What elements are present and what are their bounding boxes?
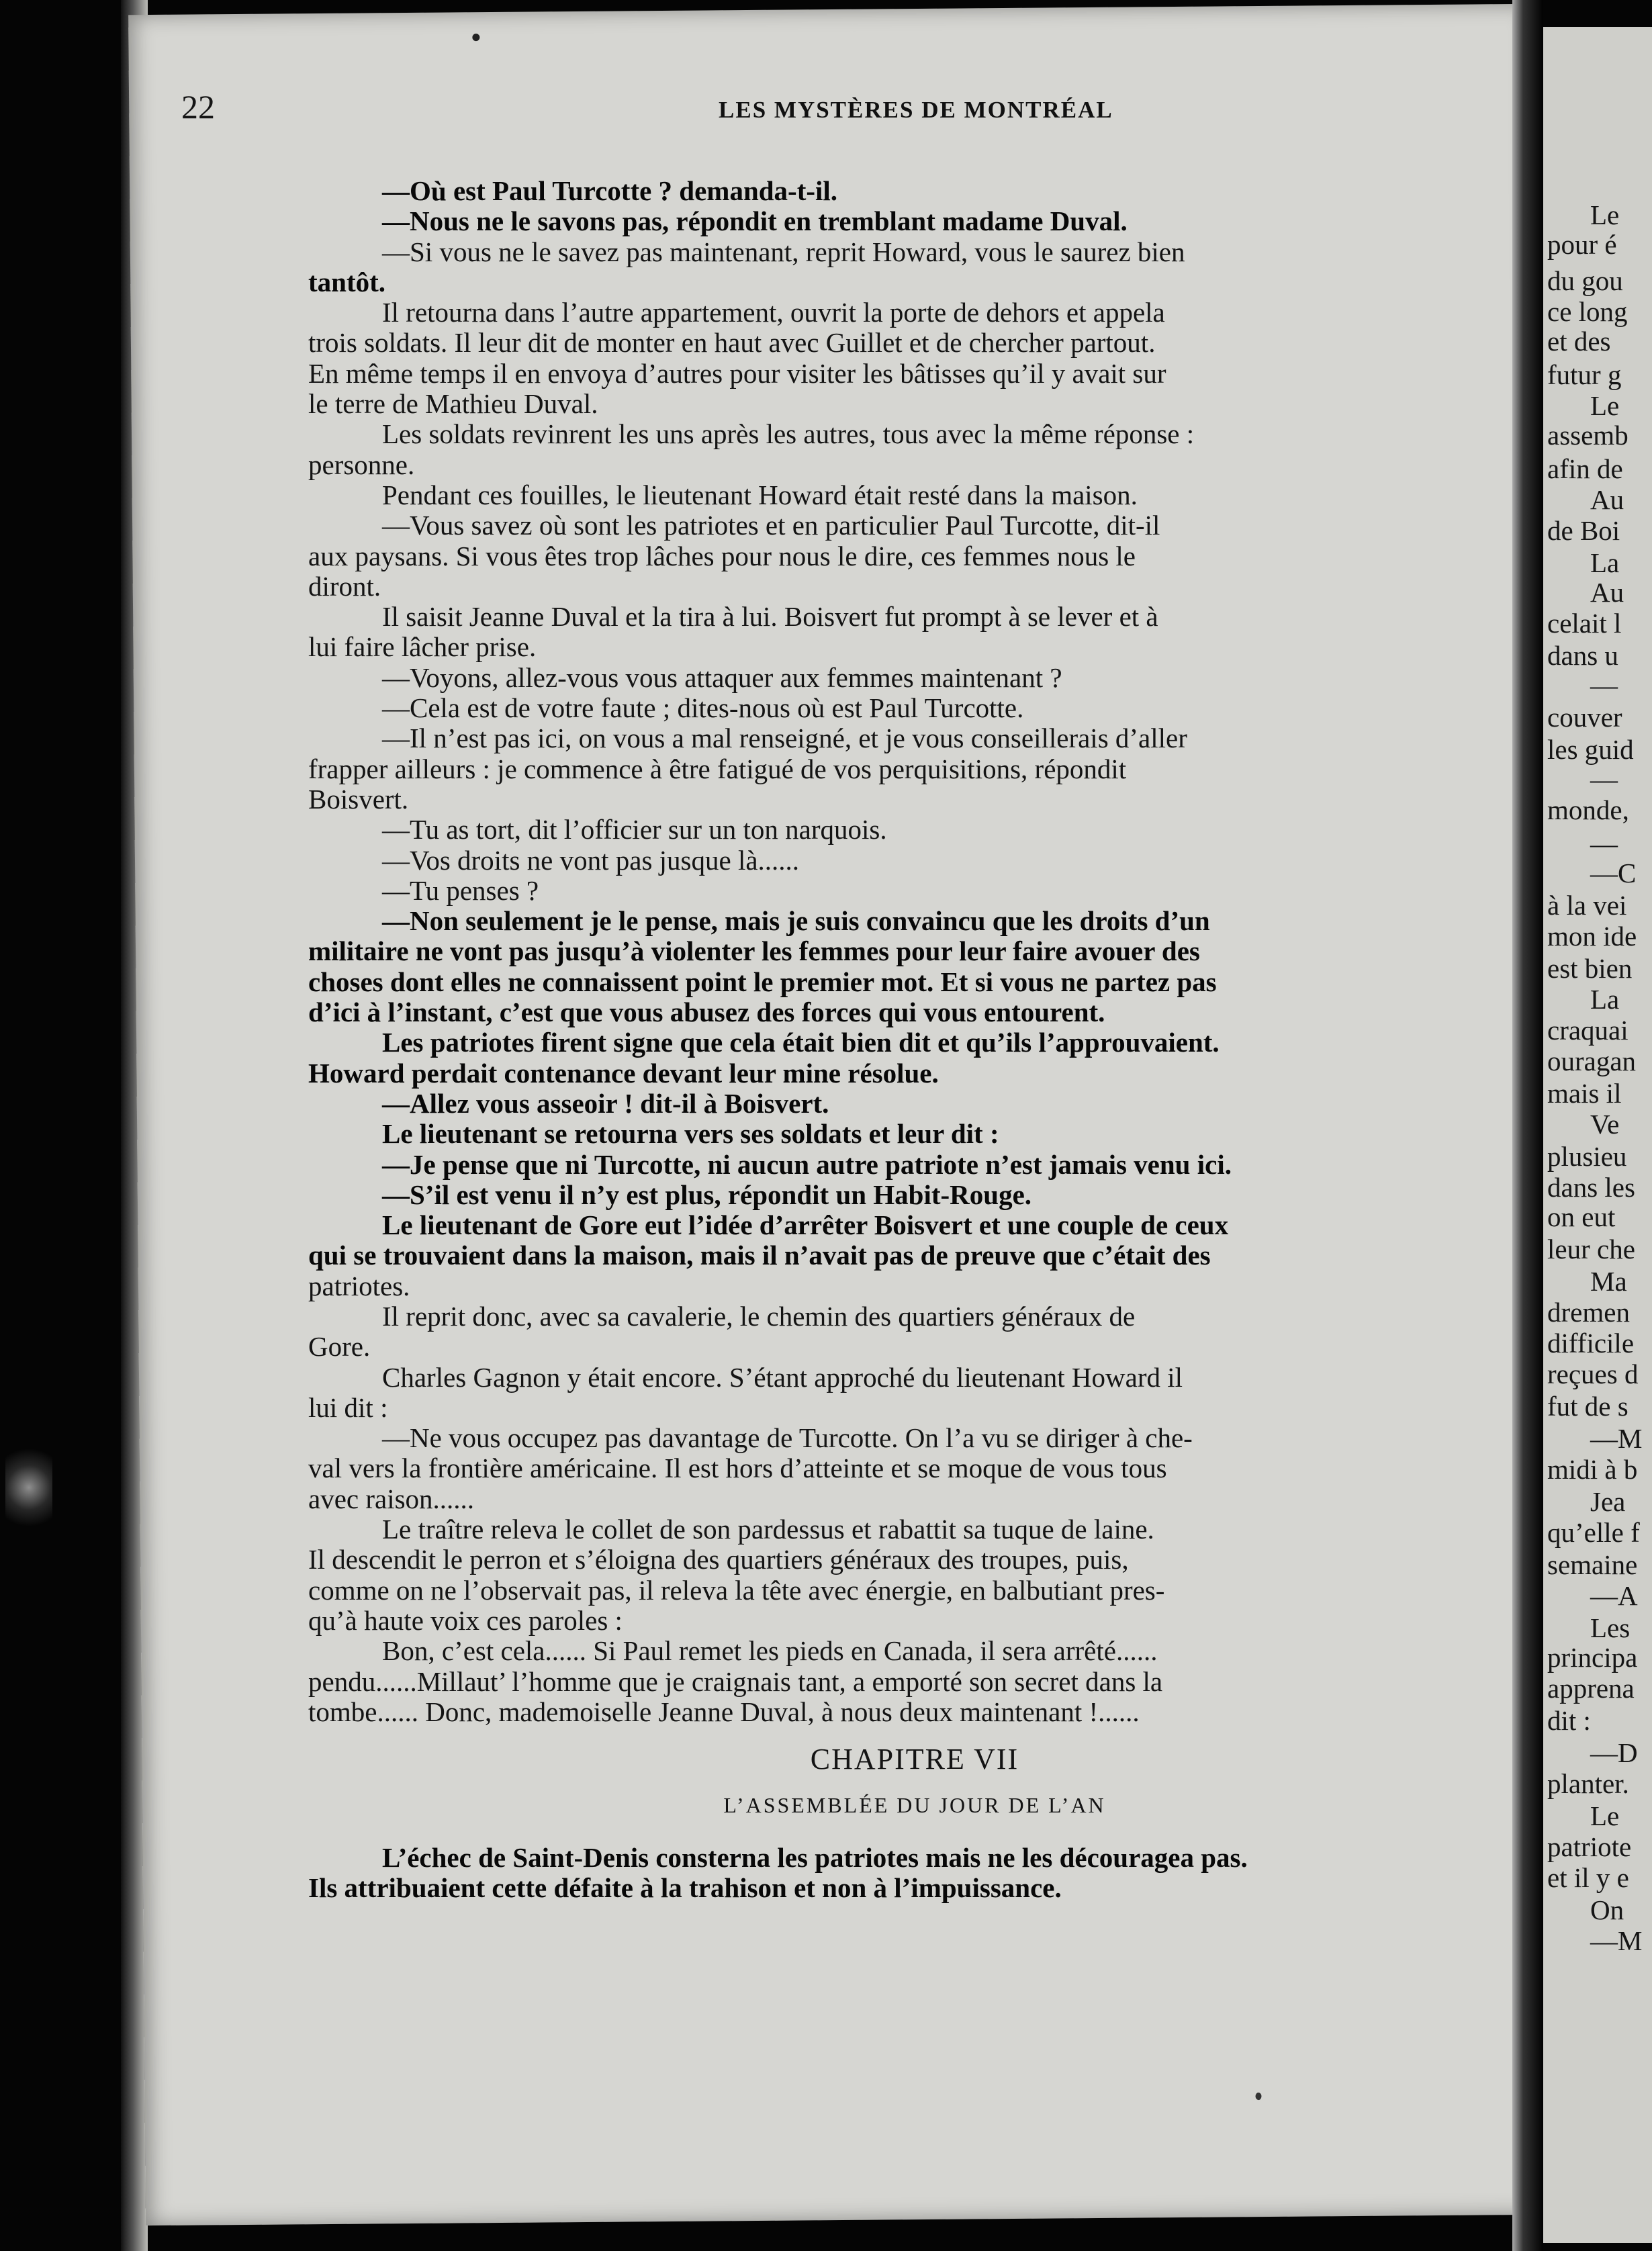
text-line: Boisvert. <box>308 783 409 815</box>
adjacent-line-fragment: La <box>1590 984 1620 1015</box>
adjacent-line-fragment: reçues d <box>1547 1359 1639 1389</box>
adjacent-line-fragment: Le <box>1590 390 1620 421</box>
text-line: val vers la frontière américaine. Il est hors d’atteinte et se moque de vous tous <box>308 1453 1167 1484</box>
gutter-shadow <box>1512 0 1543 2251</box>
text-line: —Il n’est pas ici, on vous a mal renseigné, et je vous conseillerais d’aller <box>382 723 1187 754</box>
text-line: qu’à haute voix ces paroles : <box>308 1604 623 1636</box>
text-line: —Voyons, allez-vous vous attaquer aux femmes maintenant ? <box>382 661 1062 693</box>
adjacent-line-fragment: mais il <box>1547 1078 1622 1109</box>
text-line: lui faire lâcher prise. <box>308 631 537 663</box>
text-line: pendu......Millaut’ l’homme que je craignais tant, a emporté son secret dans la <box>308 1665 1163 1697</box>
adjacent-line-fragment: celait l <box>1547 608 1622 639</box>
adjacent-line-fragment: —C <box>1590 858 1637 888</box>
adjacent-line-fragment: qu’elle f <box>1547 1517 1640 1548</box>
adjacent-line-fragment: pour é <box>1547 229 1617 260</box>
text-line: tombe...... Donc, mademoiselle Jeanne Duval, à nous deux maintenant !...... <box>308 1696 1140 1727</box>
adjacent-line-fragment: On <box>1590 1894 1624 1925</box>
text-line: Il reprit donc, avec sa cavalerie, le chemin des quartiers généraux de <box>382 1300 1136 1332</box>
text-line: avec raison...... <box>308 1483 475 1514</box>
adjacent-line-fragment: dans les <box>1547 1172 1635 1203</box>
text-line: —Vos droits ne vont pas jusque là...... <box>382 844 800 876</box>
adjacent-page-text <box>1543 27 1652 2243</box>
text-line: —Tu penses ? <box>382 874 539 906</box>
text-line: personne. <box>308 449 415 480</box>
text-line: Les patriotes firent signe que cela était bien dit et qu’ils l’approuvaient. <box>382 1027 1220 1058</box>
adjacent-line-fragment: La <box>1590 547 1620 578</box>
adjacent-line-fragment: Le <box>1590 1800 1620 1831</box>
text-line: lui dit : <box>308 1391 388 1423</box>
adjacent-line-fragment: Ve <box>1590 1109 1620 1140</box>
text-line: Howard perdait contenance devant leur mine résolue. <box>308 1057 939 1089</box>
chapter-subtitle: L’ASSEMBLÉE DU JOUR DE L’AN <box>723 1793 1106 1818</box>
text-line: —Tu as tort, dit l’officier sur un ton narquois. <box>382 814 887 845</box>
text-line: —Allez vous asseoir ! dit-il à Boisvert. <box>382 1087 829 1119</box>
adjacent-line-fragment: —A <box>1590 1580 1638 1611</box>
chapter-title: CHAPITRE VII <box>810 1743 1019 1776</box>
text-line: Il retourna dans l’autre appartement, ouvrit la porte de dehors et appela <box>382 297 1165 328</box>
adjacent-line-fragment: et il y e <box>1547 1862 1629 1893</box>
adjacent-line-fragment: — <box>1590 764 1618 794</box>
adjacent-line-fragment: dit : <box>1547 1705 1591 1736</box>
text-line: Gore. <box>308 1331 371 1363</box>
body-text <box>308 176 1521 2157</box>
adjacent-line-fragment: Les <box>1590 1612 1631 1643</box>
adjacent-line-fragment: craquai <box>1547 1015 1628 1046</box>
ink-speck <box>472 34 479 41</box>
text-line: —S’il est venu il n’y est plus, répondit un Habit-Rouge. <box>382 1179 1032 1210</box>
adjacent-line-fragment: —M <box>1590 1423 1643 1454</box>
text-line: choses dont elles ne connaissent point le premier mot. Et si vous ne partez pas <box>308 966 1217 997</box>
text-line: trois soldats. Il leur dit de monter en haut avec Guillet et de chercher partout. <box>308 327 1156 359</box>
adjacent-line-fragment: ce long <box>1547 296 1628 327</box>
text-line: Le traître releva le collet de son pardessus et rabattit sa tuque de laine. <box>382 1514 1154 1545</box>
adjacent-line-fragment: patriote <box>1547 1831 1632 1862</box>
adjacent-line-fragment: et des <box>1547 326 1611 357</box>
adjacent-line-fragment: — <box>1590 670 1618 700</box>
adjacent-line-fragment: Au <box>1590 577 1624 608</box>
adjacent-line-fragment: futur g <box>1547 359 1622 390</box>
adjacent-line-fragment: on eut <box>1547 1201 1616 1232</box>
chapter-text-block <box>308 1843 1521 1904</box>
adjacent-line-fragment: couver <box>1547 702 1622 733</box>
text-line: frapper ailleurs : je commence à être fatigué de vos perquisitions, répondit <box>308 753 1127 784</box>
text-line: Les soldats revinrent les uns après les autres, tous avec la même réponse : <box>382 418 1195 450</box>
text-line: L’échec de Saint-Denis consterna les patriotes mais ne les découragea pas. <box>382 1842 1248 1874</box>
adjacent-line-fragment: à la vei <box>1547 890 1627 921</box>
adjacent-line-fragment: de Boi <box>1547 515 1620 546</box>
page-number: 22 <box>181 88 215 126</box>
adjacent-line-fragment: afin de <box>1547 453 1623 484</box>
adjacent-line-fragment: Ma <box>1590 1266 1627 1297</box>
adjacent-line-fragment: difficile <box>1547 1328 1635 1359</box>
text-line: tantôt. <box>308 266 386 297</box>
text-line: Ils attribuaient cette défaite à la trahison et non à l’impuissance. <box>308 1872 1062 1904</box>
adjacent-line-fragment: dremen <box>1547 1297 1630 1328</box>
adjacent-line-fragment: plusieu <box>1547 1141 1627 1172</box>
text-line: —Où est Paul Turcotte ? demanda-t-il. <box>382 176 838 206</box>
text-line: Pendant ces fouilles, le lieutenant Howard était resté dans la maison. <box>382 479 1138 510</box>
text-line: —Si vous ne le savez pas maintenant, reprit Howard, vous le saurez bien <box>382 236 1185 267</box>
adjacent-line-fragment: — <box>1590 828 1618 859</box>
adjacent-page <box>1543 27 1652 2243</box>
text-line: Charles Gagnon y était encore. S’étant approché du lieutenant Howard il <box>382 1361 1183 1393</box>
running-head: LES MYSTÈRES DE MONTRÉAL <box>719 97 1113 123</box>
text-line: patriotes. <box>308 1270 410 1301</box>
adjacent-line-fragment: est bien <box>1547 953 1633 984</box>
adjacent-line-fragment: Au <box>1590 484 1624 515</box>
text-line: Le lieutenant de Gore eut l’idée d’arrêter Boisvert et une couple de ceux <box>382 1209 1229 1241</box>
adjacent-line-fragment: fut de s <box>1547 1391 1628 1422</box>
adjacent-line-fragment: leur che <box>1547 1234 1635 1265</box>
text-line: militaire ne vont pas jusqu’à violenter les femmes pour leur faire avouer des <box>308 935 1200 967</box>
adjacent-line-fragment: ouragan <box>1547 1046 1637 1076</box>
adjacent-line-fragment: planter. <box>1547 1768 1629 1799</box>
text-line: le terre de Mathieu Duval. <box>308 388 598 420</box>
text-line: Le lieutenant se retourna vers ses soldats et leur dit : <box>382 1118 999 1150</box>
text-line: —Non seulement je le pense, mais je suis convaincu que les droits d’un <box>382 905 1210 937</box>
scan-speck <box>5 1437 52 1538</box>
text-line: comme on ne l’observait pas, il releva la tête avec énergie, en balbutiant pres- <box>308 1574 1165 1606</box>
adjacent-line-fragment: Jea <box>1590 1486 1626 1517</box>
page-header <box>181 87 1323 141</box>
adjacent-line-fragment: du gou <box>1547 265 1623 296</box>
adjacent-line-fragment: principa <box>1547 1642 1638 1673</box>
text-line: —Je pense que ni Turcotte, ni aucun autre patriote n’est jamais venu ici. <box>382 1148 1232 1180</box>
text-line: Il descendit le perron et s’éloigna des quartiers généraux des troupes, puis, <box>308 1544 1129 1575</box>
adjacent-line-fragment: monde, <box>1547 794 1629 825</box>
adjacent-line-fragment: assemb <box>1547 420 1628 451</box>
text-block <box>308 176 1521 1727</box>
adjacent-line-fragment: les guid <box>1547 734 1634 765</box>
text-line: aux paysans. Si vous êtes trop lâches pour nous le dire, ces femmes nous le <box>308 540 1136 571</box>
text-line: —Cela est de votre faute ; dites-nous où est Paul Turcotte. <box>382 692 1024 724</box>
adjacent-line-fragment: —M <box>1590 1925 1643 1956</box>
adjacent-line-fragment: mon ide <box>1547 921 1637 952</box>
text-line: Il saisit Jeanne Duval et la tira à lui. Boisvert fut prompt à se lever et à <box>382 601 1158 633</box>
adjacent-line-fragment: Le <box>1590 199 1620 230</box>
text-line: —Ne vous occupez pas davantage de Turcotte. On l’a vu se diriger à che- <box>382 1422 1193 1454</box>
text-line: En même temps il en envoya d’autres pour visiter les bâtisses qu’il y avait sur <box>308 357 1166 389</box>
adjacent-line-fragment: —D <box>1590 1737 1638 1768</box>
text-line: diront. <box>308 570 381 602</box>
text-line: qui se trouvaient dans la maison, mais il n’avait pas de preuve que c’était des <box>308 1240 1211 1271</box>
text-line: Bon, c’est cela...... Si Paul remet les pieds en Canada, il sera arrêté...... <box>382 1635 1158 1667</box>
text-line: —Nous ne le savons pas, répondit en tremblant madame Duval. <box>382 205 1128 237</box>
text-line: d’ici à l’instant, c’est que vous abusez des forces qui vous entourent. <box>308 997 1105 1028</box>
adjacent-line-fragment: apprena <box>1547 1673 1635 1704</box>
adjacent-line-fragment: dans u <box>1547 640 1618 671</box>
adjacent-line-fragment: midi à b <box>1547 1454 1638 1485</box>
text-line: —Vous savez où sont les patriotes et en particulier Paul Turcotte, dit-il <box>382 510 1160 541</box>
adjacent-line-fragment: semaine <box>1547 1549 1638 1580</box>
